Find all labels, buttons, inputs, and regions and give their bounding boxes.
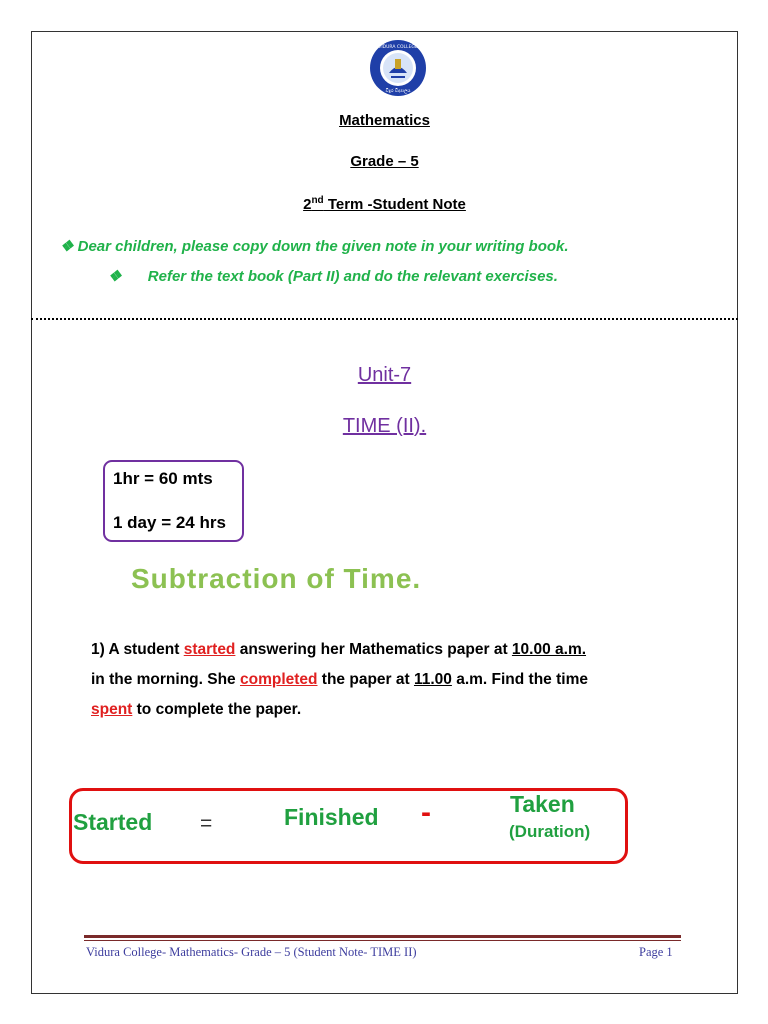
problem-line-2 bbox=[91, 671, 588, 689]
footer-rule bbox=[84, 935, 681, 938]
bullet-icon: ❖ bbox=[60, 238, 74, 255]
term-sup: nd bbox=[311, 195, 324, 206]
formula-equals: = bbox=[200, 812, 213, 835]
section-divider bbox=[31, 318, 738, 320]
grade-title: Grade – 5 bbox=[350, 153, 419, 170]
keyword-started: started bbox=[183, 641, 236, 658]
term-title bbox=[31, 195, 738, 213]
conversion-hour: 1hr = 60 mts bbox=[113, 469, 213, 488]
problem-text: answering her Mathematics paper at bbox=[235, 641, 512, 658]
term-rest: Term -Student Note bbox=[323, 196, 466, 213]
bullet-icon: ❖ bbox=[108, 268, 122, 285]
problem-text: the paper at bbox=[317, 671, 414, 688]
formula-duration: (Duration) bbox=[509, 822, 591, 841]
instruction-2 bbox=[108, 267, 558, 285]
unit-title: Unit-7 bbox=[357, 364, 412, 386]
logo-text-top: VIDURA COLLEGE bbox=[378, 45, 418, 50]
keyword-spent: spent bbox=[91, 701, 133, 718]
conversion-day: 1 day = 24 hrs bbox=[113, 513, 226, 532]
term-number: 2 bbox=[303, 196, 312, 213]
keyword-completed: completed bbox=[239, 671, 318, 688]
page-number: Page 1 bbox=[639, 945, 673, 959]
instruction-1-text: Dear children, please copy down the given note in your writing book. bbox=[77, 238, 569, 255]
problem-text: 1) A student bbox=[91, 641, 184, 658]
footer-title: Vidura College- Mathematics- Grade – 5 (Student Note- TIME II) bbox=[86, 945, 417, 959]
problem-text: in the morning. She bbox=[91, 671, 240, 688]
instruction-2-text: Refer the text book (Part II) and do the relevant exercises. bbox=[147, 268, 558, 285]
logo-text-bottom: විදුර විද්‍යාලය bbox=[385, 89, 411, 94]
formula-taken: Taken bbox=[510, 791, 575, 817]
section-title: Subtraction of Time. bbox=[131, 563, 422, 594]
college-logo bbox=[369, 39, 427, 97]
problem-text: to complete the paper. bbox=[132, 701, 302, 718]
problem-text: a.m. Find the time bbox=[451, 671, 588, 688]
formula-minus: - bbox=[421, 796, 431, 829]
end-time: 11.00 bbox=[413, 671, 452, 688]
instruction-1 bbox=[60, 237, 569, 255]
problem-line-3 bbox=[91, 701, 301, 719]
subject-title: Mathematics bbox=[339, 112, 430, 129]
topic-title: TIME (II). bbox=[342, 415, 427, 437]
problem-line-1 bbox=[91, 641, 586, 659]
footer-rule-thin bbox=[84, 940, 681, 941]
formula-finished: Finished bbox=[284, 804, 379, 830]
start-time: 10.00 a.m. bbox=[511, 641, 587, 658]
formula-started: Started bbox=[73, 809, 153, 835]
